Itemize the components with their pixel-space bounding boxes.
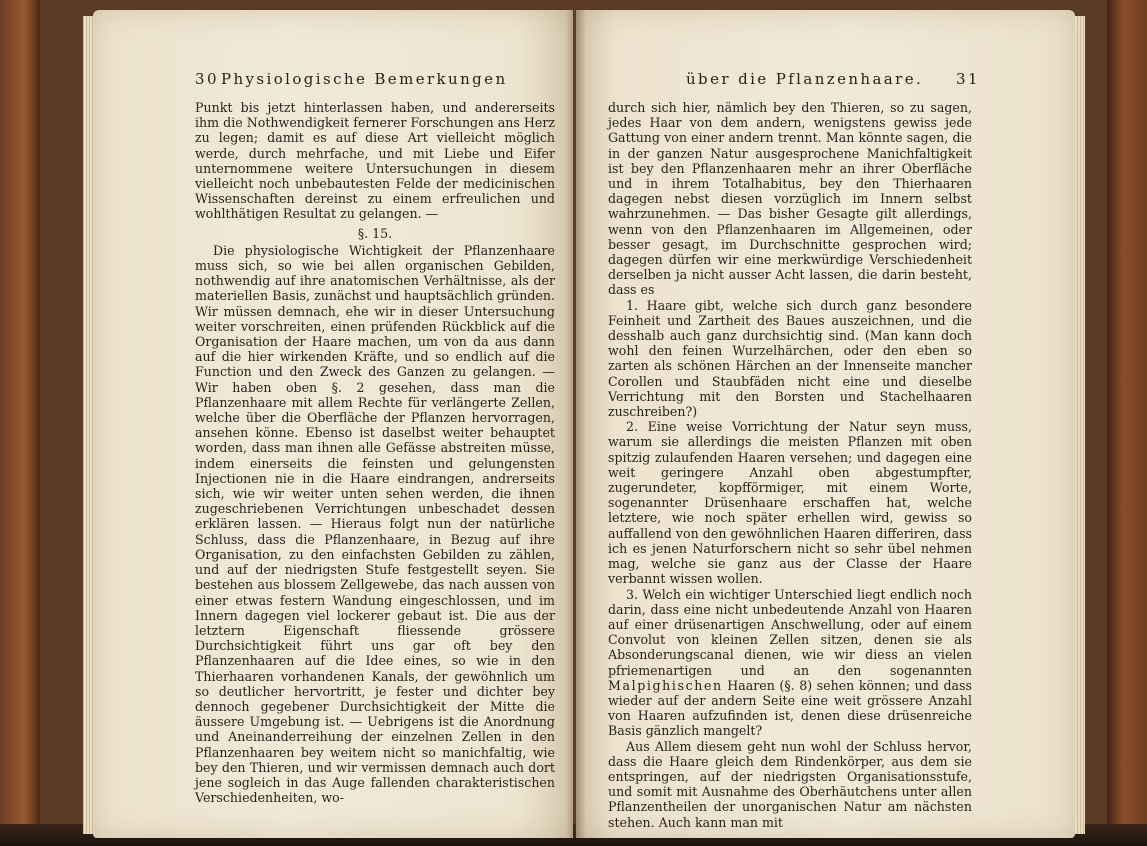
page-edges-right (1075, 16, 1085, 834)
right-page (576, 10, 1075, 838)
right-paragraph-1: durch sich hier, nämlich bey den Thieren, so zu sagen, jedes Haar von dem andern, wenigstens gewiss jede Gattung von einer andern trennt. Man könnte sagen, die in der ganzen Natur ausgesprochene Manichfaltigkeit ist bey den Pflanzenhaaren mehr an ihrer Oberfläche und in ihrem Totalhabitus, bey den Thierhaaren dagegen nebst diesen vorzüglich im Innern selbst wahrzunehmen. — Das bisher Gesagte gilt allerdings, wenn von den Pflanzenhaaren im Allgemeinen, oder besser gesagt, im Durchschnitte gesprochen wird; dagegen dürfen wir eine merkwürdige Verschiedenheit derselben ja nicht ausser Acht lassen, die darin besteht, dass es (608, 100, 972, 298)
right-running-head: über die Pflanzenhaare. (686, 70, 924, 88)
book-background-right (1107, 0, 1147, 846)
list-item-2: 2. Eine weise Vorrichtung der Natur seyn muss, warum sie allerdings die meisten Pflanzen mit oben spitzig zulaufenden Haaren versehen; und dagegen eine weit geringere Anzahl oben abgestumpfter, zugerundeter, kopfförmiger, mit einem Worte, sogenannter Drüsenhaare erschaffen hat, welche letztere, wie noch später erhellen wird, gewiss so auffallend von den gewöhnlichen Haaren differiren, dass ich es jenen Naturforschern nicht so sehr übel nehmen mag, welche sie ganz aus der Classe der Haare verbannt wissen wollen. (608, 419, 972, 587)
right-page-body (608, 100, 972, 830)
left-page-body (195, 100, 555, 805)
malpighi-name: Malpighischen (608, 677, 723, 693)
left-page (93, 10, 573, 838)
book-background-left (0, 0, 40, 846)
list-item-3 (608, 587, 972, 739)
list-item-3-text-a: 3. Welch ein wichtiger Unterschied liegt endlich noch darin, dass eine nicht unbedeutende Anzahl von Haaren auf einer drüsenartigen Anschwellung, oder auf einem Convolut von kleinen Zellen sitzen, denen sie als Absonderungscanal dienen, wie wir diess an vielen pfriemenartigen und an den sogenannten (608, 586, 972, 678)
left-paragraph-1: Punkt bis jetzt hinterlassen haben, und andererseits ihm die Nothwendigkeit fernerer Forschungen ans Herz zu legen; damit es auf diese Art vielleicht möglich werde, durch mehrfache, und mit Liebe und Eifer unternommene weitere Untersuchungen in diesem vielleicht noch unbebautesten Felde der medicinischen Wissenschaften dereinst zu einem erfreulichen und wohlthätigen Resultat zu gelangen. — (195, 100, 555, 222)
section-heading: §. 15. (357, 225, 393, 241)
page-edges-left (83, 16, 93, 834)
left-page-number: 30 (195, 70, 219, 88)
list-item-3-text-b: Haaren (§. 8) sehen können; und dass wieder auf der andern Seite eine weit grössere Anzahl von Haaren aufzufinden ist, denen diese drüsenreiche Basis gänzlich mangelt? (608, 677, 972, 739)
book-gutter (566, 10, 586, 838)
left-paragraph-2: Die physiologische Wichtigkeit der Pflanzenhaare muss sich, so wie bei allen organischen Gebilden, nothwendig auf ihre anatomischen Verhältnisse, als der materiellen Basis, zunächst und hauptsächlich gründen. Wir müssen demnach, ehe wir in dieser Untersuchung weiter vorschreiten, einen prüfenden Rückblick auf die Organisation der Haare machen, um von da aus dann auf die hier wirkenden Kräfte, und so endlich auf die Function und den Zweck des Ganzen zu gelangen. — Wir haben oben §. 2 gesehen, dass man die Pflanzenhaare mit allem Rechte für verlängerte Zellen, welche über die Oberfläche der Pflanzen hervorragen, ansehen könne. Ebenso ist daselbst weiter behauptet worden, dass man ihnen alle Gefässe abstreiten müsse, indem einerseits die feinsten und gelungensten Injectionen nie in die Haare eindrangen, andrerseits sich, wie wir weiter unten sehen werden, die ihnen zugeschriebenen Verrichtungen unbeschadet dessen erklären lassen. — Hieraus folgt nun der natürliche Schluss, dass die Pflanzenhaare, in Bezug auf ihre Organisation, zu den einfachsten Gebilden zu zählen, und auf der niedrigsten Stufe festgestellt seyen. Sie bestehen aus blossem Zellgewebe, das nach aussen von einer etwas festern Wandung eingeschlossen, und im Innern dagegen viel lockerer gebaut ist. Die aus der letztern Eigenschaft fliessende grössere Durchsichtigkeit führt uns gar oft bey den Pflanzenhaaren auf die Idee eines, so wie in den Thierhaaren vorhandenen Kanals, der gewöhnlich um so deutlicher hervortritt, je fester und dichter bey dennoch gegebener Durchsichtigkeit der Mitte die äussere Umgebung ist. — Uebrigens ist die Anordnung und Aneinanderreihung der einzelnen Zellen in den Pflanzenhaaren bey weitem nicht so manichfaltig, wie bey den Thieren, und wir vermissen demnach auch dort jene sogleich in das Auge fallenden charakteristischen Verschiedenheiten, wo- (195, 242, 555, 806)
right-page-number: 31 (956, 70, 980, 88)
right-paragraph-last: Aus Allem diesem geht nun wohl der Schluss hervor, dass die Haare gleich dem Rindenkörper, aus dem sie entspringen, auf der niedrigsten Organisationsstufe, und somit mit Ausnahme des Oberhäutchens unter allen Pflanzentheilen der unorganischen Natur am nächsten stehen. Auch kann man mit (608, 738, 972, 830)
left-running-head: Physiologische Bemerkungen (221, 70, 508, 88)
list-item-1: 1. Haare gibt, welche sich durch ganz besondere Feinheit und Zartheit des Baues auszeichnen, und die desshalb auch ganz durchsichtig sind. (Man kann doch wohl den feinen Wurzelhärchen, oder den eben so zarten als schönen Härchen an der Innenseite mancher Corollen und Staubfäden nicht eine und dieselbe Verrichtung mit den Borsten und Stachelhaaren zuschreiben?) (608, 297, 972, 420)
